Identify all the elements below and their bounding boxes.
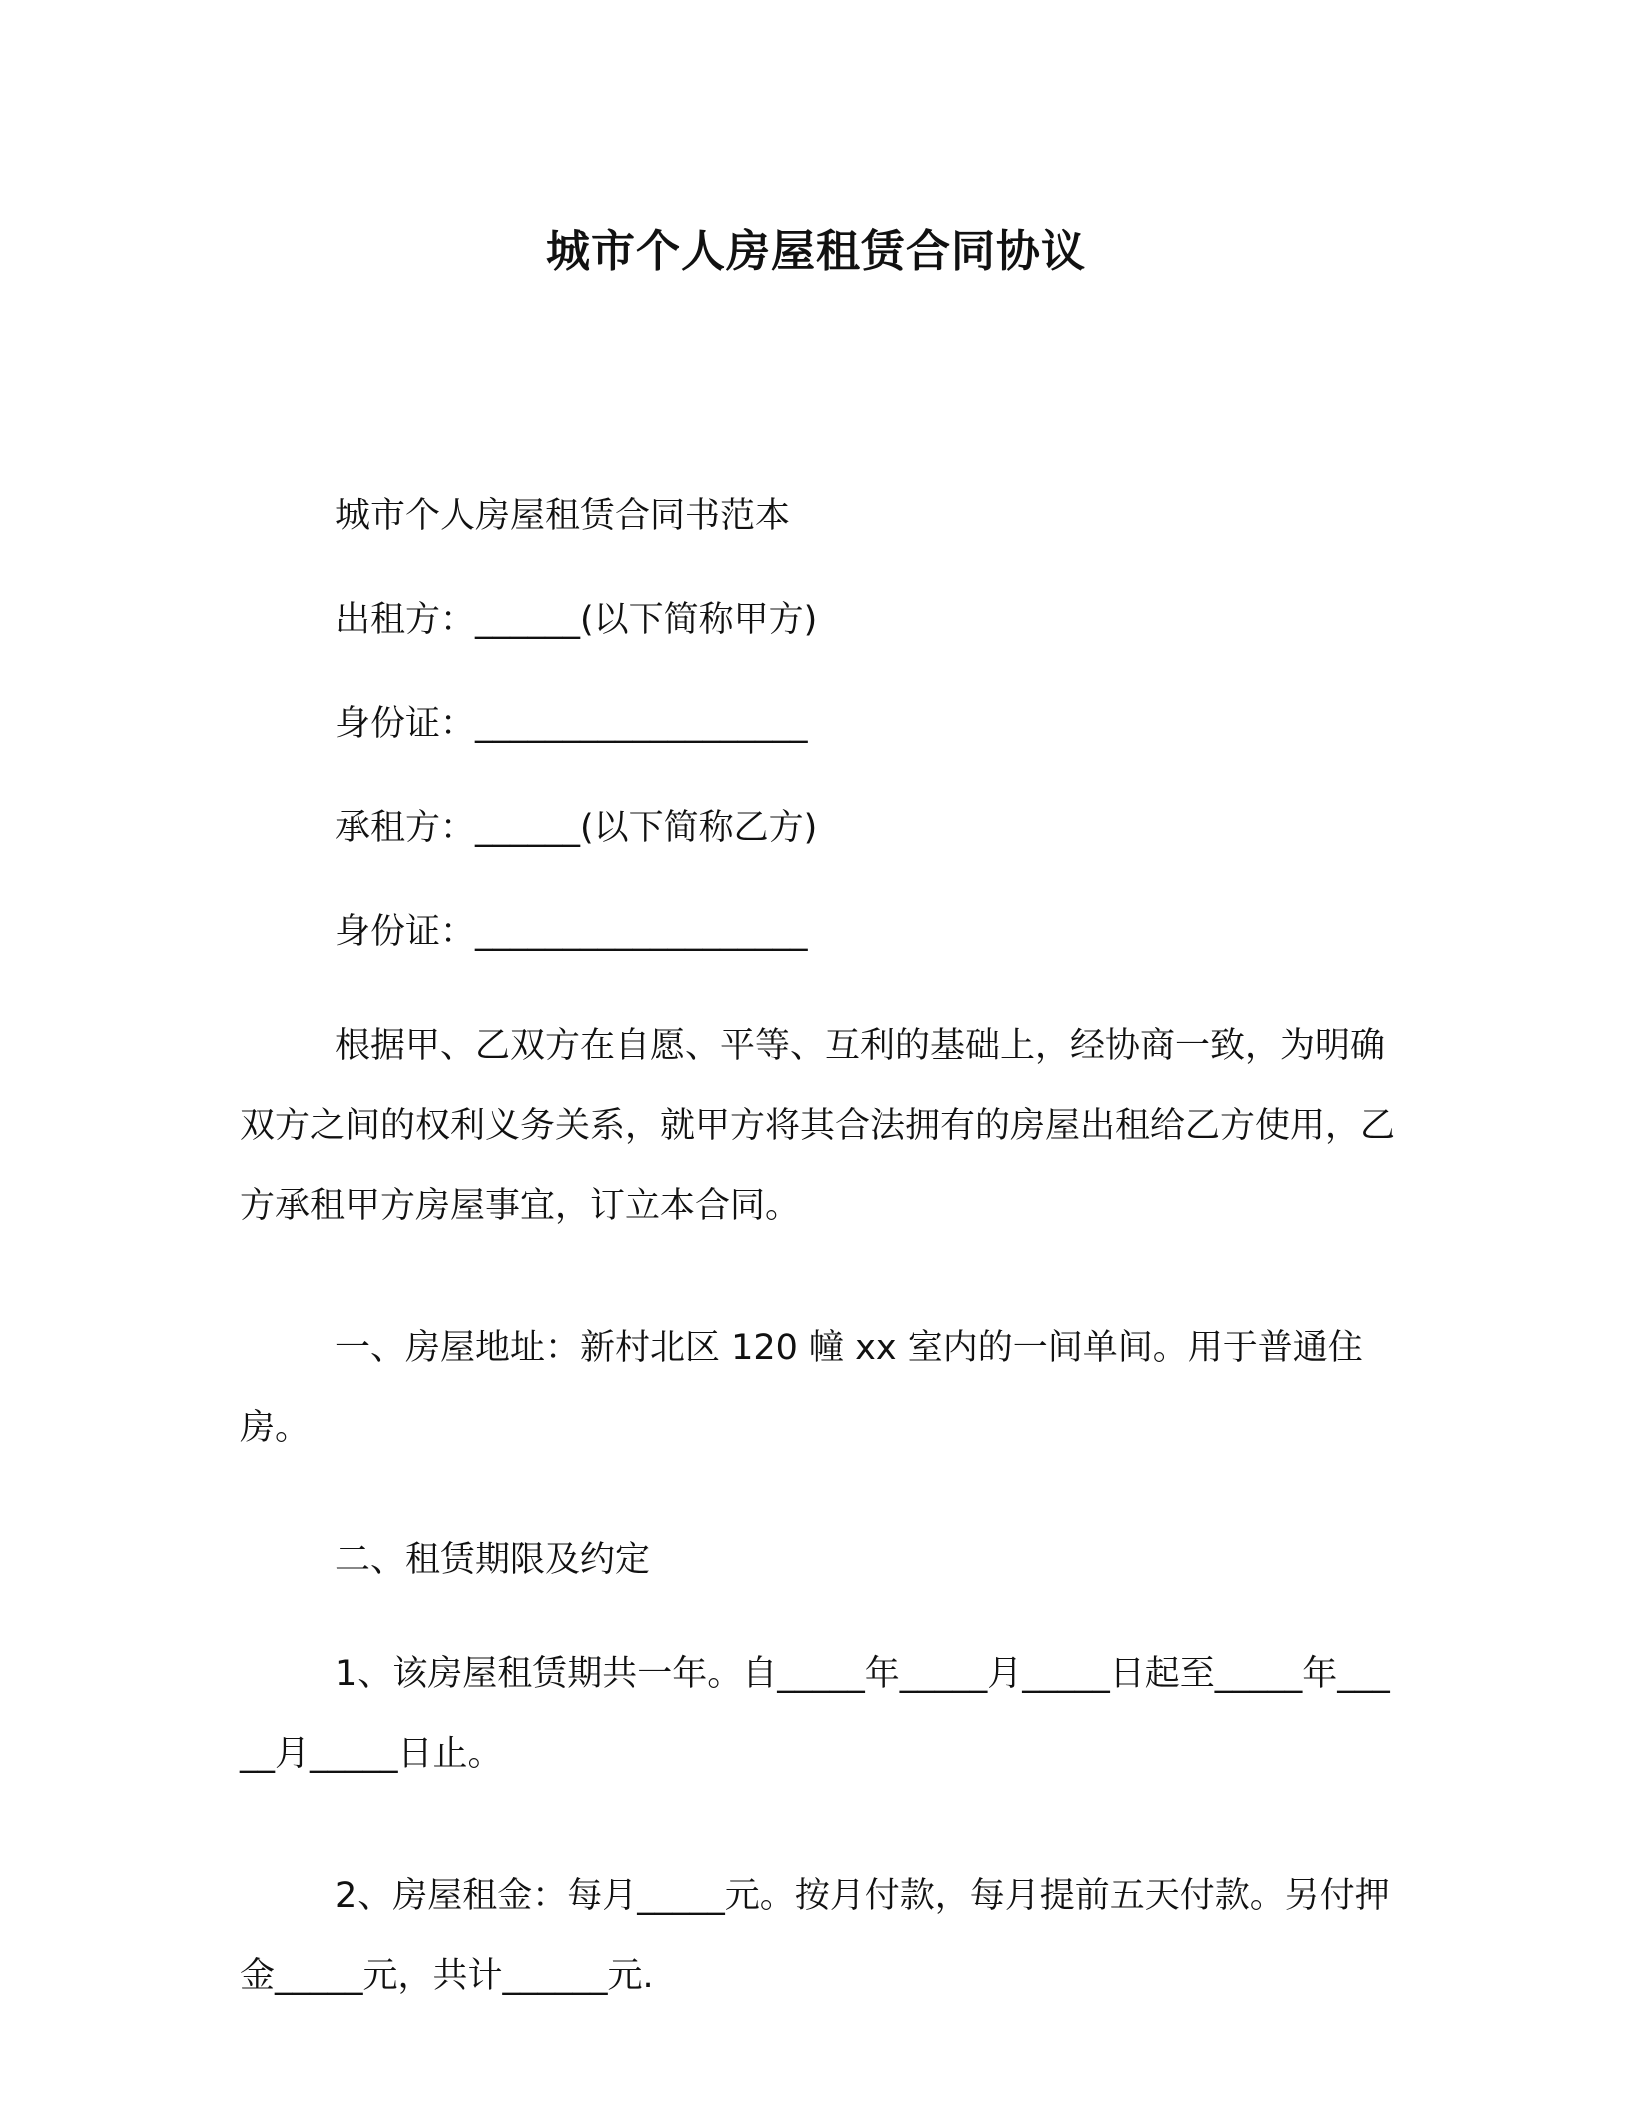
lessee-line: 承租方：______(以下简称乙方): [335, 808, 818, 848]
house-address-clause: 一、房屋地址：新村北区 120 幢 xx 室内的一间单间。用于普通住房。: [240, 1328, 1363, 1448]
document-body: [240, 486, 1400, 2016]
lease-term-heading: 二、租赁期限及约定: [335, 1540, 651, 1580]
document-title: 城市个人房屋租赁合同协议: [546, 226, 1086, 277]
contract-subtitle: 城市个人房屋租赁合同书范本: [335, 496, 791, 536]
preamble-paragraph: 根据甲、乙双方在自愿、平等、互利的基础上，经协商一致，为明确双方之间的权利义务关系，就甲方将其合法拥有的房屋出租给乙方使用，乙方承租甲方房屋事宜，订立本合同。: [240, 1026, 1396, 1226]
lessor-id-line: 身份证：___________________: [335, 704, 808, 744]
rent-clause: 2、房屋租金：每月_____元。按月付款，每月提前五天付款。另付押金_____元，共计______元.: [240, 1876, 1390, 1996]
lease-period-clause: 1、该房屋租赁期共一年。自_____年_____月_____日起至_____年_____月_____日止。: [240, 1654, 1390, 1774]
lessee-id-line: 身份证：___________________: [335, 912, 808, 952]
lessor-line: 出租方：______(以下简称甲方): [335, 600, 818, 640]
